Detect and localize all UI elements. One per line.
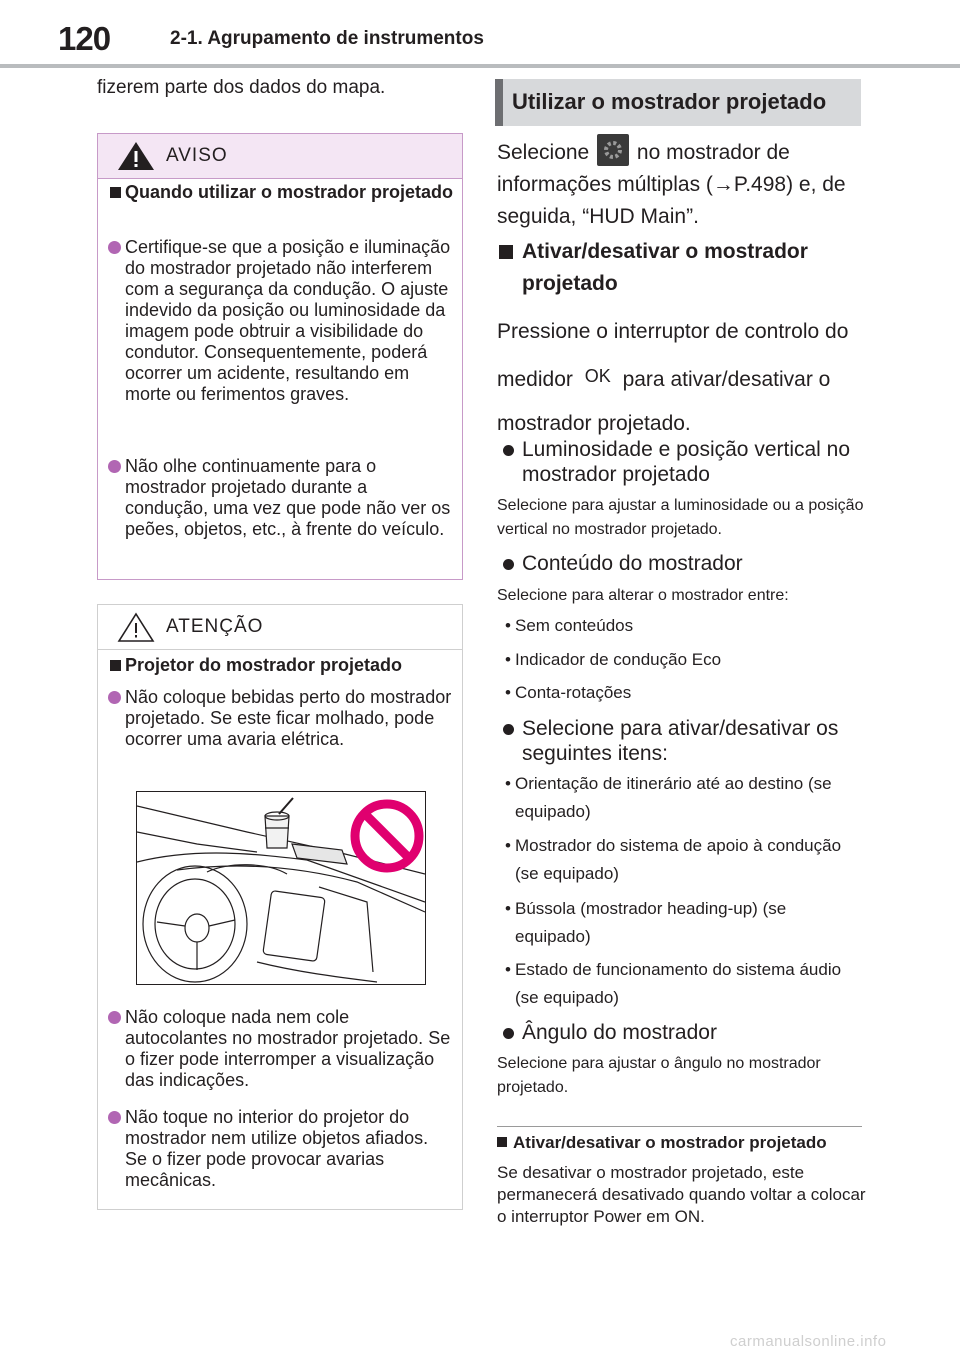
section-title-accent (495, 79, 503, 126)
caution-title: ATENÇÃO (166, 616, 264, 637)
dashboard-illustration (136, 791, 426, 985)
round-bullet-icon (108, 691, 121, 704)
square-bullet-icon (497, 1137, 507, 1147)
round-bullet-icon (108, 241, 121, 254)
round-bullet-icon (108, 1011, 121, 1024)
note-heading: Ativar/desativar o mostrador projetado (497, 1133, 827, 1153)
intro-text: fizerem parte dos dados do mapa. (97, 77, 386, 98)
caution-header (98, 605, 462, 650)
gear-icon (597, 134, 629, 166)
chapter-title: 2-1. Agrupamento de instrumentos (170, 28, 484, 49)
toggle-instruction: Pressione o interruptor de controlo do medidor OK para ativar/desativar o mostrador projetado. (497, 320, 849, 435)
note-divider (497, 1126, 862, 1127)
warning-title: AVISO (166, 145, 228, 166)
round-bullet-icon (503, 445, 514, 456)
round-bullet-icon (503, 1028, 514, 1039)
warning-header (98, 134, 462, 179)
option-content-desc: Selecione para alterar o mostrador entre: (497, 587, 789, 604)
warning-triangle-filled-icon (116, 140, 156, 172)
round-bullet-icon (108, 460, 121, 473)
warning-box: AVISO Quando utilizar o mostrador projetado Certifique-se que a posição e iluminação do mostrador projetado não interferem com a segurança da condução. O ajuste indevido da posição ou luminosidade da imagem pode obtruir a visibilidade do condutor. Consequentemente, poderá ocorrer um acidente, resultando em morte ou ferimentos graves. Não olhe continuamente para o mostrador projetado durante a condução, uma vez que pode não ver os peões, objetos, etc., à frente do veículo. (97, 133, 463, 580)
option-brightness-desc: Selecione para ajustar a luminosidade ou a posição vertical no mostrador projetado. (497, 497, 864, 538)
ok-button-glyph: OK (584, 366, 611, 386)
no-drinks-on-hud-illustration (137, 792, 425, 984)
note-text: Se desativar o mostrador projetado, este permanecerá desativado quando voltar a colocar o interruptor Power em ON. (497, 1163, 866, 1226)
page-number: 120 (58, 20, 111, 57)
square-bullet-icon (110, 660, 121, 671)
square-bullet-icon (499, 245, 513, 259)
caution-box: ATENÇÃO Projetor do mostrador projetado Não coloque bebidas perto do mostrador projetado. Se este ficar molhado, pode ocorrer uma avaria elétrica. Não coloque nada nem cole autocolantes no mostrador projetado. Se o fizer pode interromper a visualização das indicações. Não toque no interior do projetor do mostrador nem utilize objetos afiados. Se o fizer pode provocar avarias mecânicas. (97, 604, 463, 1210)
header-divider (0, 64, 960, 68)
select-instruction: Selecione no mostrador de informações múltiplas (→P.498) e, de seguida, “HUD Main”. (497, 134, 867, 233)
round-bullet-icon (108, 1111, 121, 1124)
option-angle-desc: Selecione para ajustar o ângulo no mostrador projetado. (497, 1055, 821, 1096)
round-bullet-icon (503, 559, 514, 570)
warning-triangle-outline-icon (116, 611, 156, 643)
section-title: Utilizar o mostrador projetado (512, 89, 827, 114)
square-bullet-icon (110, 187, 121, 198)
round-bullet-icon (503, 724, 514, 735)
watermark: carmanualsonline.info (730, 1333, 887, 1350)
